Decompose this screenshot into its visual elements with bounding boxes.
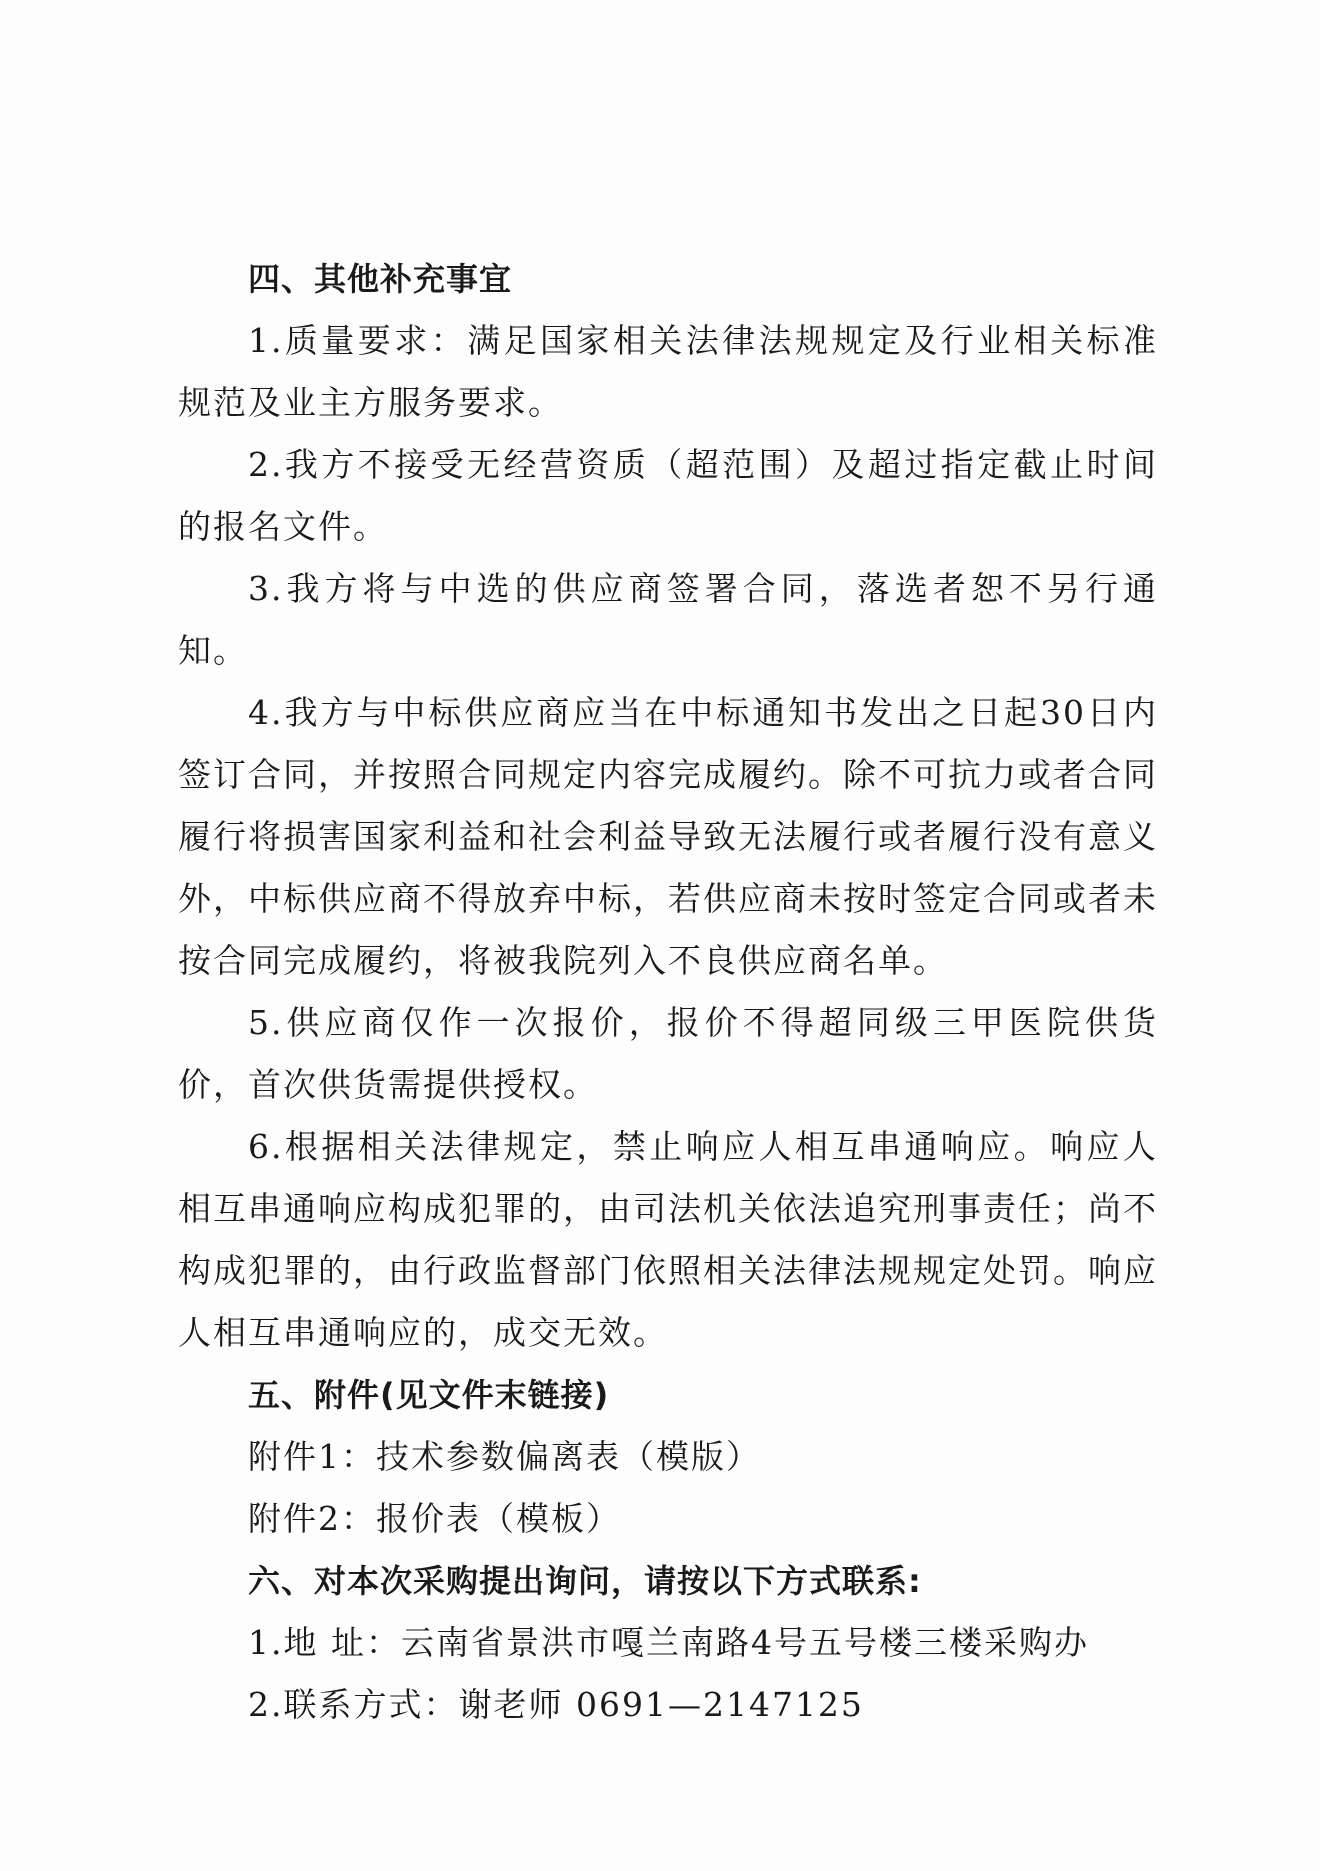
attachment-item-2: 附件2：报价表（模板） — [248, 1499, 621, 1538]
attachment-item-1: 附件1：技术参数偏离表（模版） — [248, 1437, 761, 1476]
paragraph-quality-requirements: 1.质量要求：满足国家相关法律法规规定及行业相关标准规范及业主方服务要求。 — [178, 321, 1158, 422]
section-heading-other-matters: 四、其他补充事宜 — [248, 260, 513, 298]
contact-phone: 2.联系方式：谢老师 0691—2147125 — [248, 1685, 864, 1724]
contact-address: 1.地 址：云南省景洪市嘎兰南路4号五号楼三楼采购办 — [248, 1623, 1089, 1662]
paragraph-collusion: 6.根据相关法律规定，禁止响应人相互串通响应。响应人相互串通响应构成犯罪的，由司法机关依法追究刑事责任；尚不构成犯罪的，由行政监督部门依照相关法律法规规定处罚。响应人相互串通响应的，成交无效。 — [178, 1127, 1158, 1352]
document-body — [178, 248, 1158, 1736]
paragraph-contract-performance: 4.我方与中标供应商应当在中标通知书发出之日起30日内签订合同，并按照合同规定内容完成履约。除不可抗力或者合同履行将损害国家利益和社会利益导致无法履行或者履行没有意义外，中标供应商不得放弃中标，若供应商未按时签定合同或者未按合同完成履约，将被我院列入不良供应商名单。 — [178, 693, 1158, 980]
paragraph-quotation: 5.供应商仅作一次报价，报价不得超同级三甲医院供货价，首次供货需提供授权。 — [178, 1003, 1158, 1104]
paragraph-qualification: 2.我方不接受无经营资质（超范围）及超过指定截止时间的报名文件。 — [178, 445, 1158, 546]
paragraph-contract-signing: 3.我方将与中选的供应商签署合同，落选者恕不另行通知。 — [178, 569, 1158, 670]
section-heading-contact: 六、对本次采购提出询问，请按以下方式联系: — [248, 1562, 922, 1600]
section-heading-attachments: 五、附件(见文件末链接) — [248, 1376, 610, 1414]
